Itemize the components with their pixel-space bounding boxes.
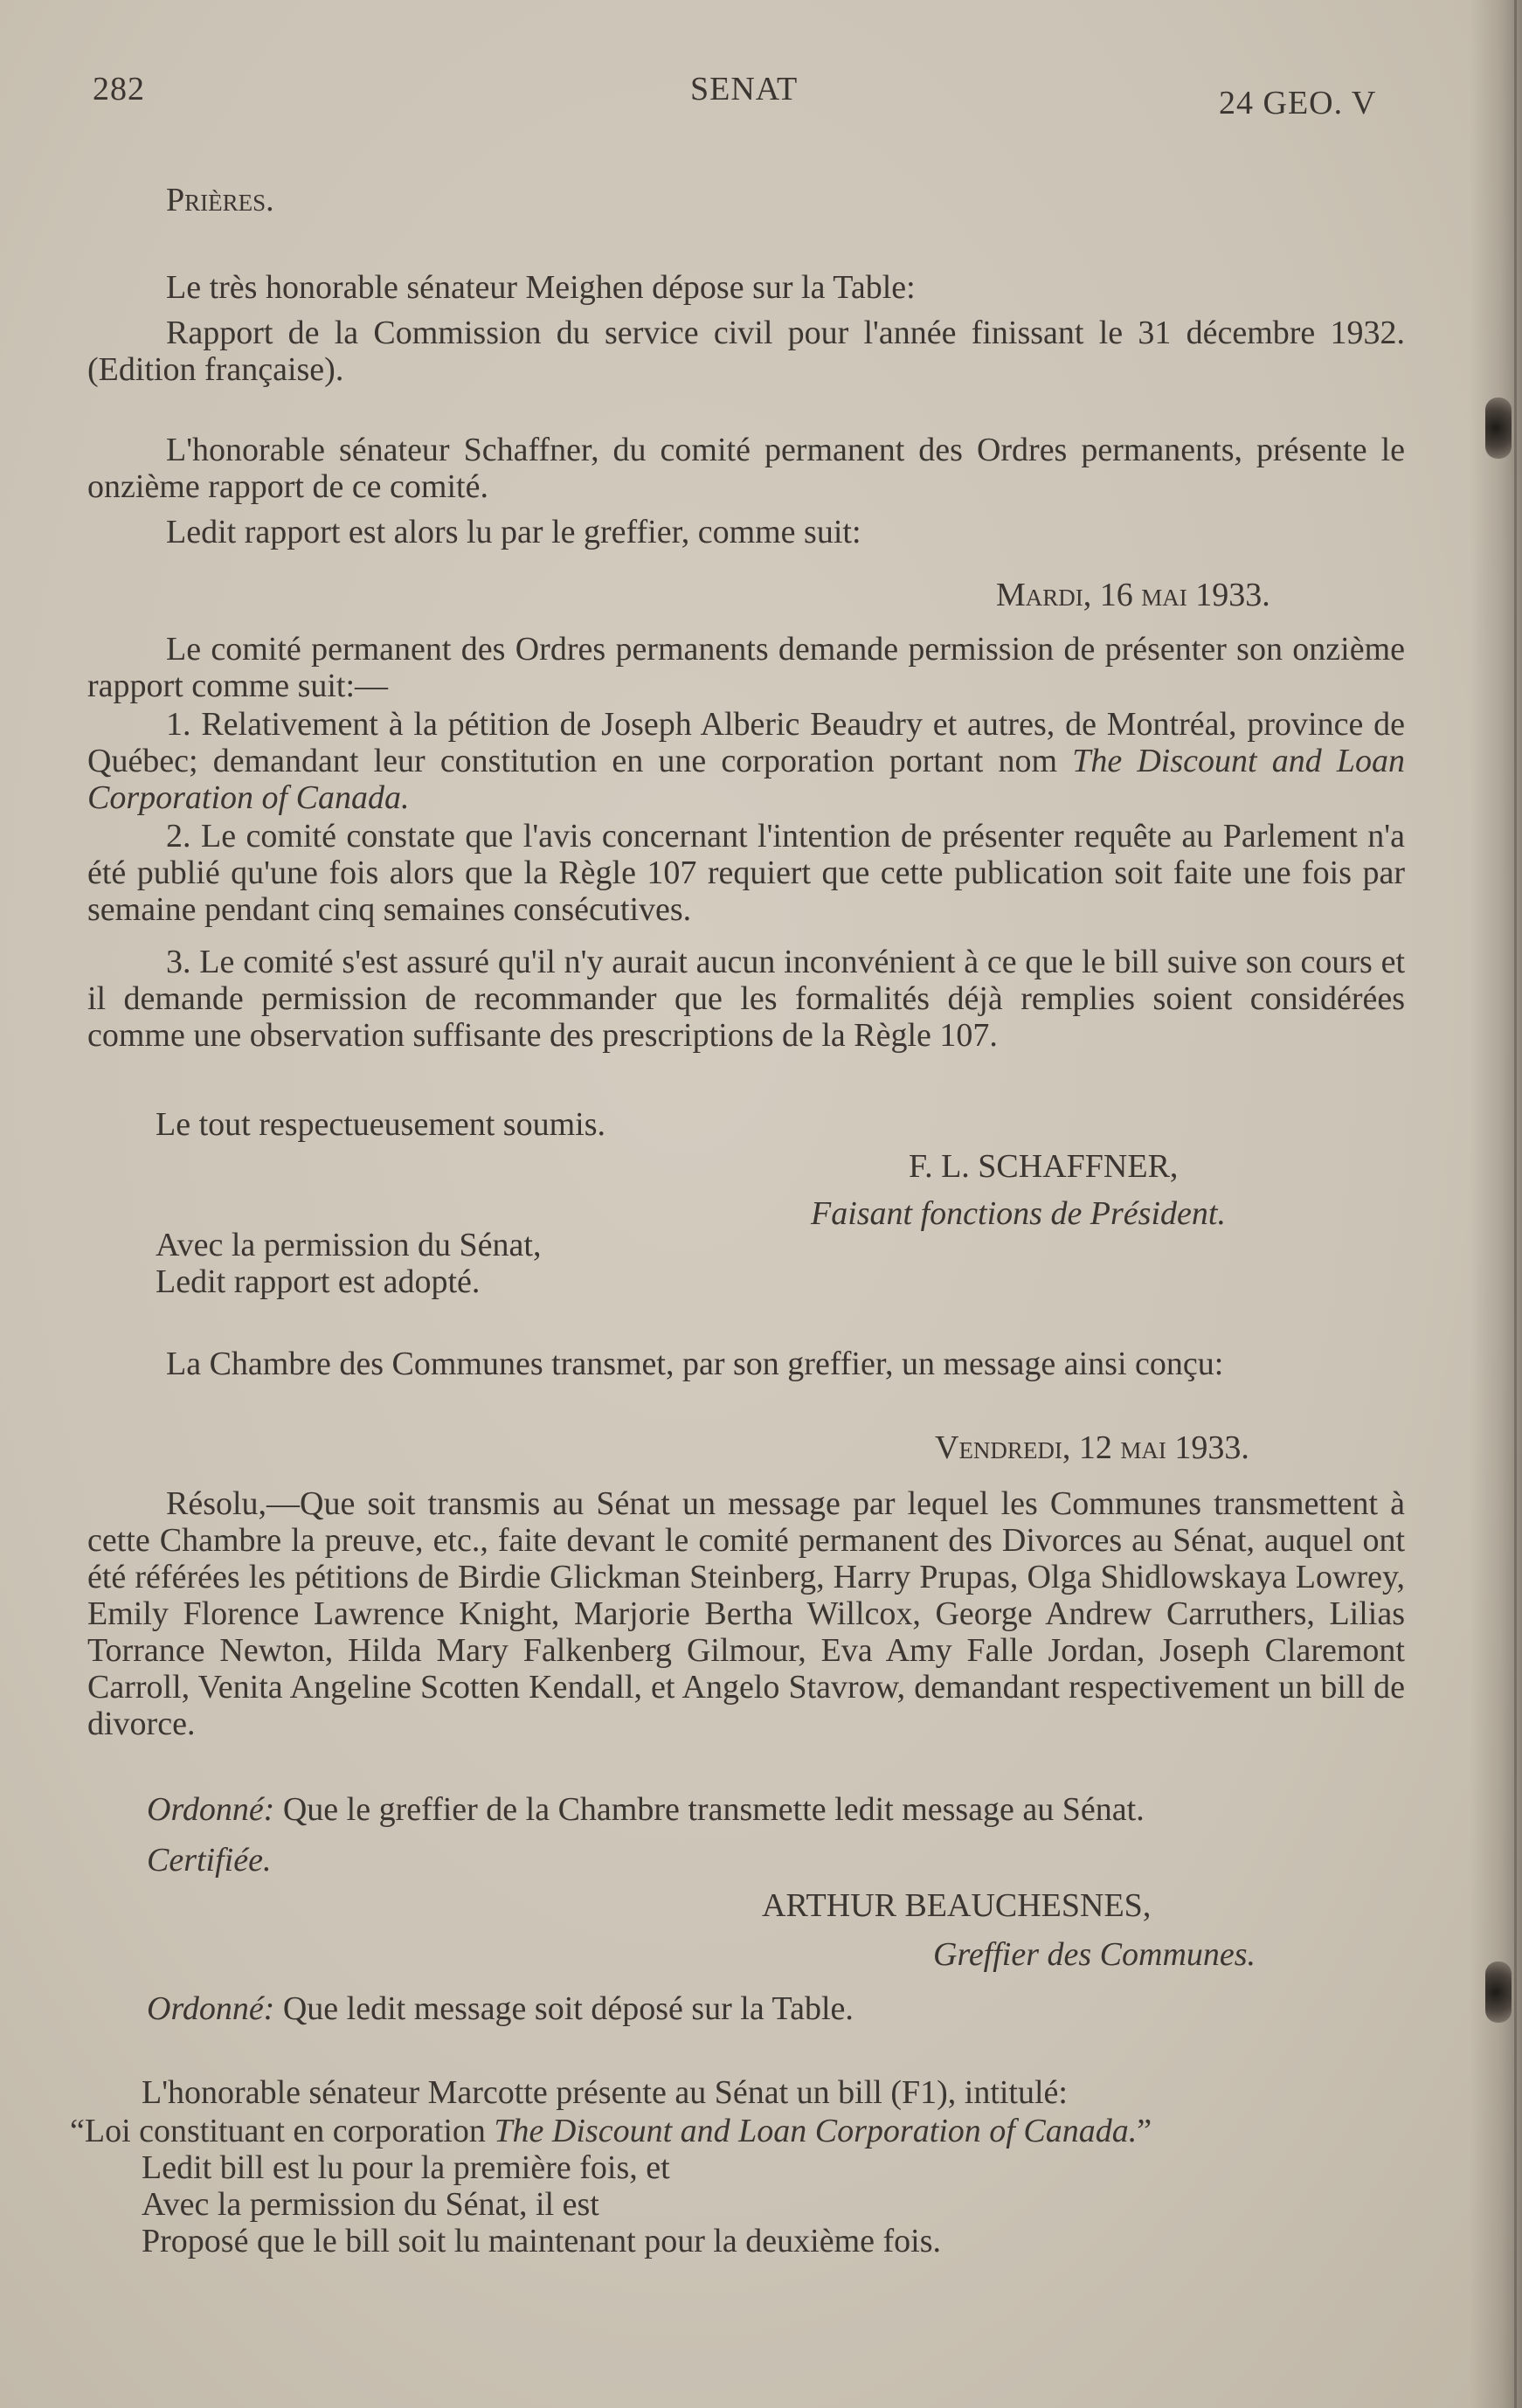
report-signatory-title: [811, 1195, 1226, 1232]
adoption-permission: Avec la permission du Sénat,: [156, 1227, 542, 1263]
schaffner-presents: L'honorable sénateur Schaffner, du comité permanent des Ordres permanents, présente le onzième rapport de ce comité.: [87, 432, 1405, 505]
adoption-statement: Ledit rapport est adopté.: [156, 1263, 481, 1300]
marcotte-intro: L'honorable sénateur Marcotte présente au Sénat un bill (F1), intitulé:: [142, 2074, 1068, 2111]
meighen-item: Rapport de la Commission du service civil pour l'année finissant le 31 décembre 1932. (Edition française).: [87, 315, 1405, 388]
second-order-text: Que ledit message soit déposé sur la Table.: [274, 1990, 854, 2027]
binding-clip-top: [1485, 398, 1512, 459]
signatory-title-text: Faisant fonctions de Président.: [811, 1195, 1226, 1232]
report-date: Mardi, 16 mai 1933.: [996, 577, 1270, 613]
clerk-title-text: Greffier des Communes.: [933, 1936, 1256, 1973]
bill-first-reading: Ledit bill est lu pour la première fois, et: [142, 2149, 670, 2186]
report-item-1-text: 1. Relativement à la pétition de Joseph Alberic Beaudry et autres, de Montréal, province de Québec; demandant leur constitution en une corporation portant nom: [87, 706, 1405, 779]
page-edge-line: [1514, 0, 1517, 2408]
report-item-1-corporation: The Discount and Loan Corporation of Canada.: [87, 743, 1405, 816]
certification-text: Certifiée.: [147, 1842, 272, 1879]
report-item-3: 3. Le comité s'est assuré qu'il n'y aurait aucun inconvénient à ce que le bill suive son cours et il demande permission de recommander que les formalités déjà remplies soient considérées comme une observation suffisante des prescriptions de la Règle 107.: [87, 944, 1405, 1054]
binding-clip-bottom: [1485, 1962, 1512, 2023]
report-closing: Le tout respectueusement soumis.: [156, 1106, 605, 1143]
session-label: 24 GEO. V: [1219, 85, 1377, 121]
second-order-label: Ordonné:: [147, 1990, 275, 2027]
page-number: 282: [93, 71, 145, 107]
bill-permission: Avec la permission du Sénat, il est: [142, 2186, 599, 2223]
certification: [147, 1842, 271, 1879]
meighen-intro: Le très honorable sénateur Meighen dépose sur la Table:: [166, 269, 916, 306]
commons-clerk: ARTHUR BEAUCHESNES,: [762, 1887, 1152, 1924]
commons-clerk-title: [933, 1936, 1256, 1973]
report-item-1: [87, 706, 1405, 816]
commons-date: Vendredi, 12 mai 1933.: [935, 1429, 1249, 1466]
bill-title-corporation: The Discount and Loan Corporation of Canada.: [494, 2113, 1138, 2149]
schaffner-read: Ledit rapport est alors lu par le greffier, comme suit:: [166, 514, 861, 550]
bill-title-suffix: ”: [1137, 2113, 1152, 2149]
running-title: SENAT: [690, 71, 799, 107]
commons-order: [147, 1791, 1145, 1828]
commons-intro: La Chambre des Communes transmet, par son greffier, un message ainsi conçu:: [166, 1346, 1224, 1382]
bill-title-prefix: “Loi constituant en corporation: [70, 2113, 495, 2149]
report-opening: Le comité permanent des Ordres permanents demande permission de présenter son onzième rapport comme suit:—: [87, 631, 1405, 704]
commons-resolution: Résolu,—Que soit transmis au Sénat un message par lequel les Communes transmettent à cette Chambre la preuve, etc., faite devant le comité permanent des Divorces au Sénat, auquel ont été référées les pétitions de Birdie Glickman Steinberg, Harry Prupas, Olga Shidlowskaya Lowrey, Emily Florence Lawrence Knight, Marjorie Bertha Willcox, George Andrew Carruthers, Lilias Torrance Newton, Hilda Mary Falkenberg Gilmour, Eva Amy Falle Jordan, Joseph Claremont Carroll, Venita Angeline Scotten Kendall, et Angelo Stavrow, demandant respectivement un bill de divorce.: [87, 1485, 1405, 1742]
report-item-2: 2. Le comité constate que l'avis concernant l'intention de présenter requête au Parlement n'a été publié qu'une fois alors que la Règle 107 requiert que cette publication soit faite une fois par semaine pendant cinq semaines consécutives.: [87, 818, 1405, 928]
report-signatory: F. L. SCHAFFNER,: [909, 1148, 1179, 1185]
bill-second-reading-motion: Proposé que le bill soit lu maintenant pour la deuxième fois.: [142, 2223, 941, 2259]
bill-title: [70, 2113, 1152, 2149]
order-label: Ordonné:: [147, 1791, 275, 1828]
order-text: Que le greffier de la Chambre transmette ledit message au Sénat.: [274, 1791, 1145, 1828]
second-order: [147, 1990, 854, 2027]
section-prieres: Prières.: [166, 182, 274, 218]
